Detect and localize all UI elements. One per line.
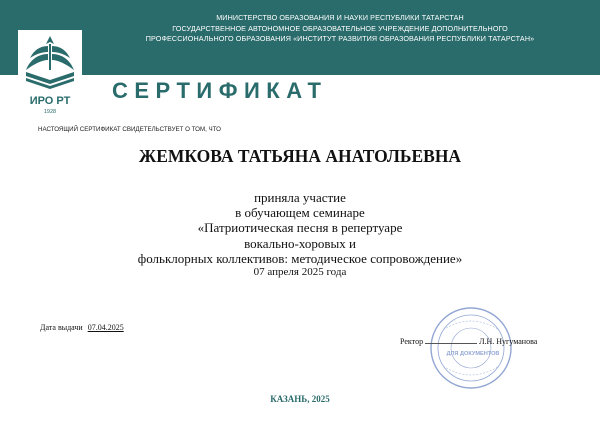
certifies-line: НАСТОЯЩИЙ СЕРТИФИКАТ СВИДЕТЕЛЬСТВУЕТ О ТОМ, ЧТО bbox=[38, 126, 221, 133]
body-line: в обучающем семинаре bbox=[235, 205, 365, 221]
certificate-body bbox=[0, 190, 600, 279]
iro-logo bbox=[18, 30, 82, 118]
ministry-header bbox=[95, 13, 585, 45]
signer-name: Л.Н. Нугуманова bbox=[479, 337, 538, 346]
signature-block bbox=[400, 335, 537, 346]
certificate-title: СЕРТИФИКАТ bbox=[112, 78, 328, 103]
logo-year: 1928 bbox=[43, 109, 57, 115]
ministry-line: ПРОФЕССИОНАЛЬНОГО ОБРАЗОВАНИЯ «ИНСТИТУТ РАЗВИТИЯ ОБРАЗОВАНИЯ РЕСПУБЛИКИ ТАТАРСТАН» bbox=[145, 34, 535, 43]
stamp-text: ДЛЯ ДОКУМЕНТОВ bbox=[446, 351, 500, 357]
ministry-line: ГОСУДАРСТВЕННОЕ АВТОНОМНОЕ ОБРАЗОВАТЕЛЬНОЕ УЧРЕЖДЕНИЕ ДОПОЛНИТЕЛЬНОГО bbox=[172, 23, 508, 33]
event-date: 07 апреля 2025 года bbox=[253, 266, 347, 279]
issue-date-block bbox=[40, 323, 124, 332]
logo-text: ИРО РТ bbox=[29, 95, 71, 107]
body-line: приняла участие bbox=[254, 190, 346, 205]
signer-title: Ректор bbox=[400, 337, 424, 346]
signature-line bbox=[425, 335, 477, 344]
body-line: фольклорных коллективов: методическое сопровождение» bbox=[137, 250, 463, 266]
city-year: КАЗАНЬ, 2025 bbox=[270, 394, 330, 404]
body-line: «Патриотическая песня в репертуаре bbox=[197, 220, 403, 236]
issue-date-label: Дата выдачи bbox=[40, 323, 83, 332]
issue-date-value: 07.04.2025 bbox=[87, 323, 124, 332]
recipient-name: ЖЕМКОВА ТАТЬЯНА АНАТОЛЬЕВНА bbox=[138, 146, 462, 166]
ministry-line: МИНИСТЕРСТВО ОБРАЗОВАНИЯ И НАУКИ РЕСПУБЛИКИ ТАТАРСТАН bbox=[216, 13, 464, 22]
body-line: вокально-хоровых и bbox=[244, 235, 356, 251]
official-stamp bbox=[429, 306, 513, 390]
